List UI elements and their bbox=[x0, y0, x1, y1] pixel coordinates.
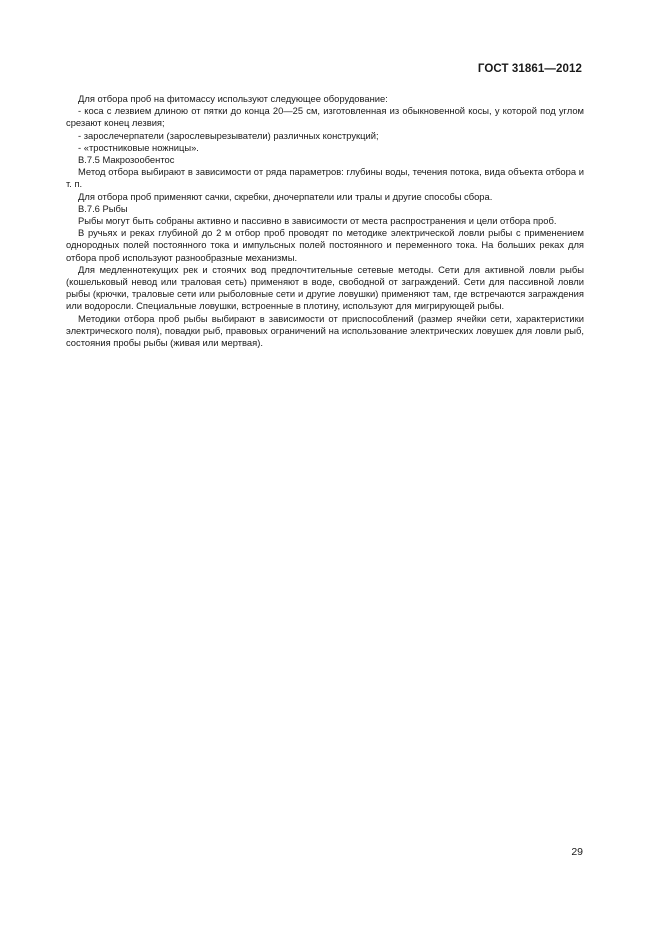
paragraph: В ручьях и реках глубиной до 2 м отбор проб проводят по методике электрической ловли рыбы с применением однородных полей постоянного тока и импульсных полей постоянного и переменного тока. На больших реках для отбора проб используют разнообразные механизмы. bbox=[66, 227, 584, 263]
list-item: - «тростниковые ножницы». bbox=[78, 141, 199, 153]
paragraph: Рыбы могут быть собраны активно и пассивно в зависимости от места распространения и цели отбора проб. bbox=[78, 215, 557, 227]
paragraph: Для медленнотекущих рек и стоячих вод предпочтительные сетевые методы. Сети для активной ловли рыбы (кошельковый невод или траловая сеть) применяют в воде, свободной от заграждений. Сети для пассивной ловли рыбы (крючки, траловые сети или рыболовные сети и другие ловушки) применяют там, где встречаются заграждения или водоросли. Специальные ловушки, встроенные в плотину, используют для мигрирующей рыбы. bbox=[66, 263, 584, 312]
list-item: - зарослечерпатели (зарослевырезыватели) различных конструкций; bbox=[78, 129, 379, 141]
section-heading: В.7.6 Рыбы bbox=[78, 202, 128, 214]
body-text bbox=[66, 93, 584, 349]
section-heading: В.7.5 Макрозообентос bbox=[78, 154, 175, 166]
paragraph: Метод отбора выбирают в зависимости от ряда параметров: глубины воды, течения потока, вида объекта отбора и т. п. bbox=[66, 166, 584, 190]
paragraph: Методики отбора проб рыбы выбирают в зависимости от приспособлений (размер ячейки сети, характеристики электрического поля), повадки рыб, правовых ограничений на использование электрических ловушек для ловли рыб, состояния пробы рыбы (живая или мертвая). bbox=[66, 312, 584, 349]
standard-designation: ГОСТ 31861—2012 bbox=[477, 63, 582, 75]
list-item: - коса с лезвием длиною от пятки до конца 20—25 см, изготовленная из обыкновенной косы, у которой под углом срезают конец лезвия; bbox=[66, 105, 584, 129]
paragraph: Для отбора проб применяют сачки, скребки, дночерпатели или тралы и другие способы сбора. bbox=[78, 190, 493, 202]
page-number: 29 bbox=[571, 846, 583, 858]
paragraph: Для отбора проб на фитомассу используют следующее оборудование: bbox=[78, 93, 388, 104]
